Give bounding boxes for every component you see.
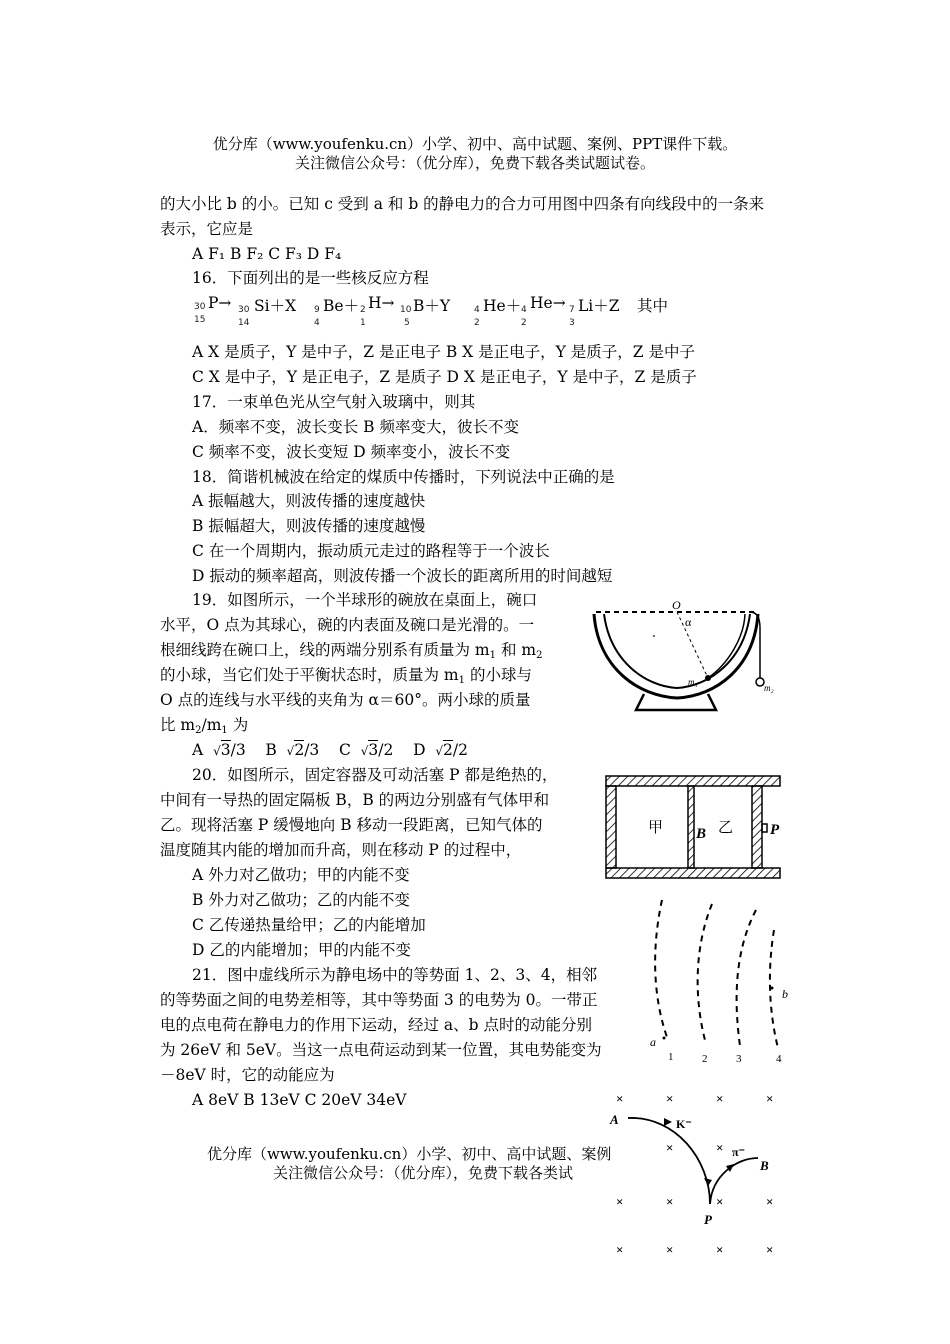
- si-atomic-number: 14: [238, 318, 250, 328]
- ball-m2: [756, 678, 764, 686]
- h-mass-number: 2: [360, 305, 366, 315]
- be-mass-number: 9: [314, 305, 320, 315]
- b-atomic-number: 5: [404, 318, 410, 328]
- footer-line-2: 关注微信公众号：（优分库），免费下载各类试: [273, 1164, 574, 1182]
- q21-line-1: 21．图中虚线所示为静电场中的等势面 1、2、3、4，相邻: [192, 966, 598, 984]
- container-left-wall: [606, 786, 616, 868]
- svg-text:×: ×: [666, 1091, 674, 1106]
- svg-text:×: ×: [716, 1194, 724, 1209]
- svg-text:×: ×: [666, 1140, 674, 1155]
- label-alpha: α: [685, 615, 692, 629]
- header-line-1: 优分库（www.youfenku.cn）小学、初中、高中试题、案例、PPT课件下载。: [212, 135, 738, 153]
- q19-line-3: 根细线跨在碗口上，线的两端分别系有质量为 $m_1$ 和 $m_2$: [160, 641, 543, 661]
- q18-option-a: A 振幅越大，则波传播的速度越快: [192, 492, 426, 510]
- label-p: P: [704, 1212, 712, 1227]
- q17-options-ab: A．频率不变，波长变长 B 频率变大，彼长不变: [192, 418, 519, 436]
- point-b: [771, 987, 774, 990]
- magnetic-field-figure: [606, 1086, 796, 1258]
- label-4: 4: [776, 1053, 782, 1065]
- label-o: O: [672, 598, 681, 612]
- equipotential-3: [737, 910, 756, 1046]
- label-k-minus: K⁻: [676, 1117, 692, 1131]
- bowl-figure: [588, 598, 788, 714]
- q21-line-3: 电的点电荷在静电力的作用下运动，经过 a、b 点时的动能分别: [160, 1016, 593, 1034]
- svg-text:×: ×: [716, 1140, 724, 1155]
- svg-text:×: ×: [616, 1194, 624, 1209]
- q19-line-5: O 点的连线与水平线的夹角为 α＝60°。两小球的质量: [160, 691, 531, 709]
- q18-option-d: D 振动的频率超高，则波传播一个波长的距离所用的时间越短: [192, 567, 613, 585]
- b-mass-number: 10: [400, 305, 412, 315]
- q16-stem: 16．下面列出的是一些核反应方程: [192, 269, 429, 287]
- label-1: 1: [668, 1051, 674, 1063]
- q20-option-d: D 乙的内能增加；甲的内能不变: [192, 941, 411, 959]
- q20-line-2: 中间有一导热的固定隔板 B，B 的两边分别盛有气体甲和: [160, 791, 550, 809]
- eq3-he2: He→: [530, 294, 566, 312]
- p-mass-number: 30: [194, 302, 206, 312]
- equipotential-figure: [640, 896, 800, 1068]
- q18-stem: 18．简谐机械波在给定的煤质中传播时，下列说法中正确的是: [192, 468, 615, 486]
- field-crosses: [616, 1091, 773, 1257]
- svg-text:×: ×: [666, 1194, 674, 1209]
- footer-line-1: 优分库（www.youfenku.cn）小学、初中、高中试题、案例: [207, 1145, 612, 1163]
- piston-handle: [762, 824, 767, 832]
- q20-option-b: B 外力对乙做功；乙的内能不变: [192, 891, 410, 909]
- svg-text:×: ×: [766, 1242, 774, 1257]
- radius-line: [677, 612, 708, 678]
- label-jia: 甲: [648, 820, 664, 836]
- ball-m1: [705, 675, 711, 681]
- eq1-right: Si＋X: [254, 297, 297, 315]
- li-atomic-number: 3: [569, 318, 575, 328]
- container-bottom-wall: [606, 868, 780, 878]
- label-a: A: [610, 1112, 619, 1127]
- partition-b: [688, 786, 694, 868]
- label-b: B: [760, 1158, 769, 1173]
- q21-line-2: 的等势面之间的电势差相等，其中等势面 3 的电势为 0。一带正: [160, 991, 598, 1009]
- q18-option-c: C 在一个周期内，振动质元走过的路程等于一个波长: [192, 542, 550, 560]
- label-pi-minus: π⁻: [732, 1145, 745, 1159]
- label-a: a: [650, 1035, 656, 1049]
- svg-text:×: ×: [766, 1091, 774, 1106]
- q19-options: A √3/3 B √2/3 C √3/2 D √2/2: [192, 741, 468, 759]
- label-p: P: [770, 822, 780, 838]
- q20-line-1: 20．如图所示，固定容器及可动活塞 P 都是绝热的，: [192, 766, 558, 784]
- point-a: [663, 1037, 666, 1040]
- container-top-wall: [606, 776, 780, 786]
- container-figure: [604, 774, 782, 882]
- eq2-b: B＋Y: [413, 297, 451, 315]
- eq3-he: He＋: [483, 297, 522, 315]
- q21-line-5: －8eV 时，它的动能应为: [160, 1066, 335, 1084]
- li-mass-number: 7: [569, 305, 575, 315]
- q19-line-2: 水平，O 点为其球心，碗的内表面及碗口是光滑的。一: [160, 616, 535, 634]
- svg-text:×: ×: [716, 1242, 724, 1257]
- q21-options: A 8eV B 13eV C 20eV 34eV: [192, 1091, 407, 1109]
- he1-mass-number: 4: [474, 305, 480, 315]
- p-atomic-number: 15: [194, 315, 206, 325]
- eq1-left: P→: [208, 294, 232, 312]
- q19-line-1: 19．如图所示，一个半球形的碗放在桌面上，碗口: [192, 591, 538, 609]
- bowl-base: [636, 694, 716, 710]
- he2-atomic-number: 2: [521, 318, 527, 328]
- q20-line-3: 乙。现将活塞 P 缓慢地向 B 移动一段距离，已知气体的: [160, 816, 543, 834]
- equipotential-2: [698, 904, 712, 1044]
- si-mass-number: 30: [238, 305, 250, 315]
- equipotential-1: [655, 900, 668, 1040]
- label-yi: 乙: [718, 820, 734, 836]
- q20-option-c: C 乙传递热量给甲；乙的内能增加: [192, 916, 426, 934]
- eq3-li: Li＋Z: [578, 297, 620, 315]
- header-line-2: 关注微信公众号：（优分库），免费下载各类试题试卷。: [294, 154, 655, 172]
- be-atomic-number: 4: [314, 318, 320, 328]
- h-atomic-number: 1: [360, 318, 366, 328]
- label-m2: m₂: [764, 683, 774, 693]
- svg-text:×: ×: [716, 1091, 724, 1106]
- label-m1: m₁: [688, 677, 698, 687]
- label-3: 3: [736, 1053, 742, 1065]
- he2-mass-number: 4: [521, 305, 527, 315]
- q16-options-cd: C X 是中子，Y 是正电子，Z 是质子 D X 是正电子，Y 是中子，Z 是质子: [192, 368, 697, 386]
- svg-text:×: ×: [666, 1242, 674, 1257]
- piston-p: [752, 786, 762, 868]
- he1-atomic-number: 2: [474, 318, 480, 328]
- q18-option-b: B 振幅超大，则波传播的速度越慢: [192, 517, 426, 535]
- q16-options-ab: A X 是质子，Y 是中子，Z 是正电子 B X 是正电子，Y 是质子，Z 是中子: [192, 343, 696, 361]
- q19-line-4: 的小球，当它们处于平衡状态时，质量为 $m_1$ 的小球与: [160, 666, 532, 686]
- svg-text:×: ×: [616, 1091, 624, 1106]
- k-minus-track: [628, 1118, 710, 1204]
- eq2-h: H→: [368, 294, 395, 312]
- arrow-k: [664, 1118, 672, 1126]
- speck: [653, 635, 655, 637]
- svg-text:×: ×: [766, 1194, 774, 1209]
- eq-tail: 其中: [637, 297, 669, 315]
- q17-options-cd: C 频率不变，波长变短 D 频率变小，波长不变: [192, 443, 511, 461]
- arrow-k-2: [704, 1178, 712, 1186]
- label-2: 2: [702, 1053, 708, 1065]
- q20-line-4: 温度随其内能的增加而升高，则在移动 P 的过程中，: [160, 841, 522, 859]
- label-b: b: [782, 987, 788, 1001]
- q15-options: A F₁ B F₂ C F₃ D F₄: [192, 245, 342, 263]
- q15-continuation-2: 表示，它应是: [160, 220, 254, 238]
- q17-stem: 17．一束单色光从空气射入玻璃中，则其: [192, 393, 476, 411]
- eq2-be: Be＋: [323, 297, 360, 315]
- svg-text:×: ×: [616, 1242, 624, 1257]
- q19-line-6: 比 $m_2/m_1$ 为: [160, 716, 249, 736]
- q20-option-a: A 外力对乙做功；甲的内能不变: [192, 866, 410, 884]
- q15-continuation-1: 的大小比 b 的小。已知 c 受到 a 和 b 的静电力的合力可用图中四条有向线段中的一条来: [160, 195, 765, 213]
- label-b: B: [696, 826, 707, 842]
- q21-line-4: 为 26eV 和 5eV。当这一点电荷运动到某一位置，其电势能变为: [160, 1041, 602, 1059]
